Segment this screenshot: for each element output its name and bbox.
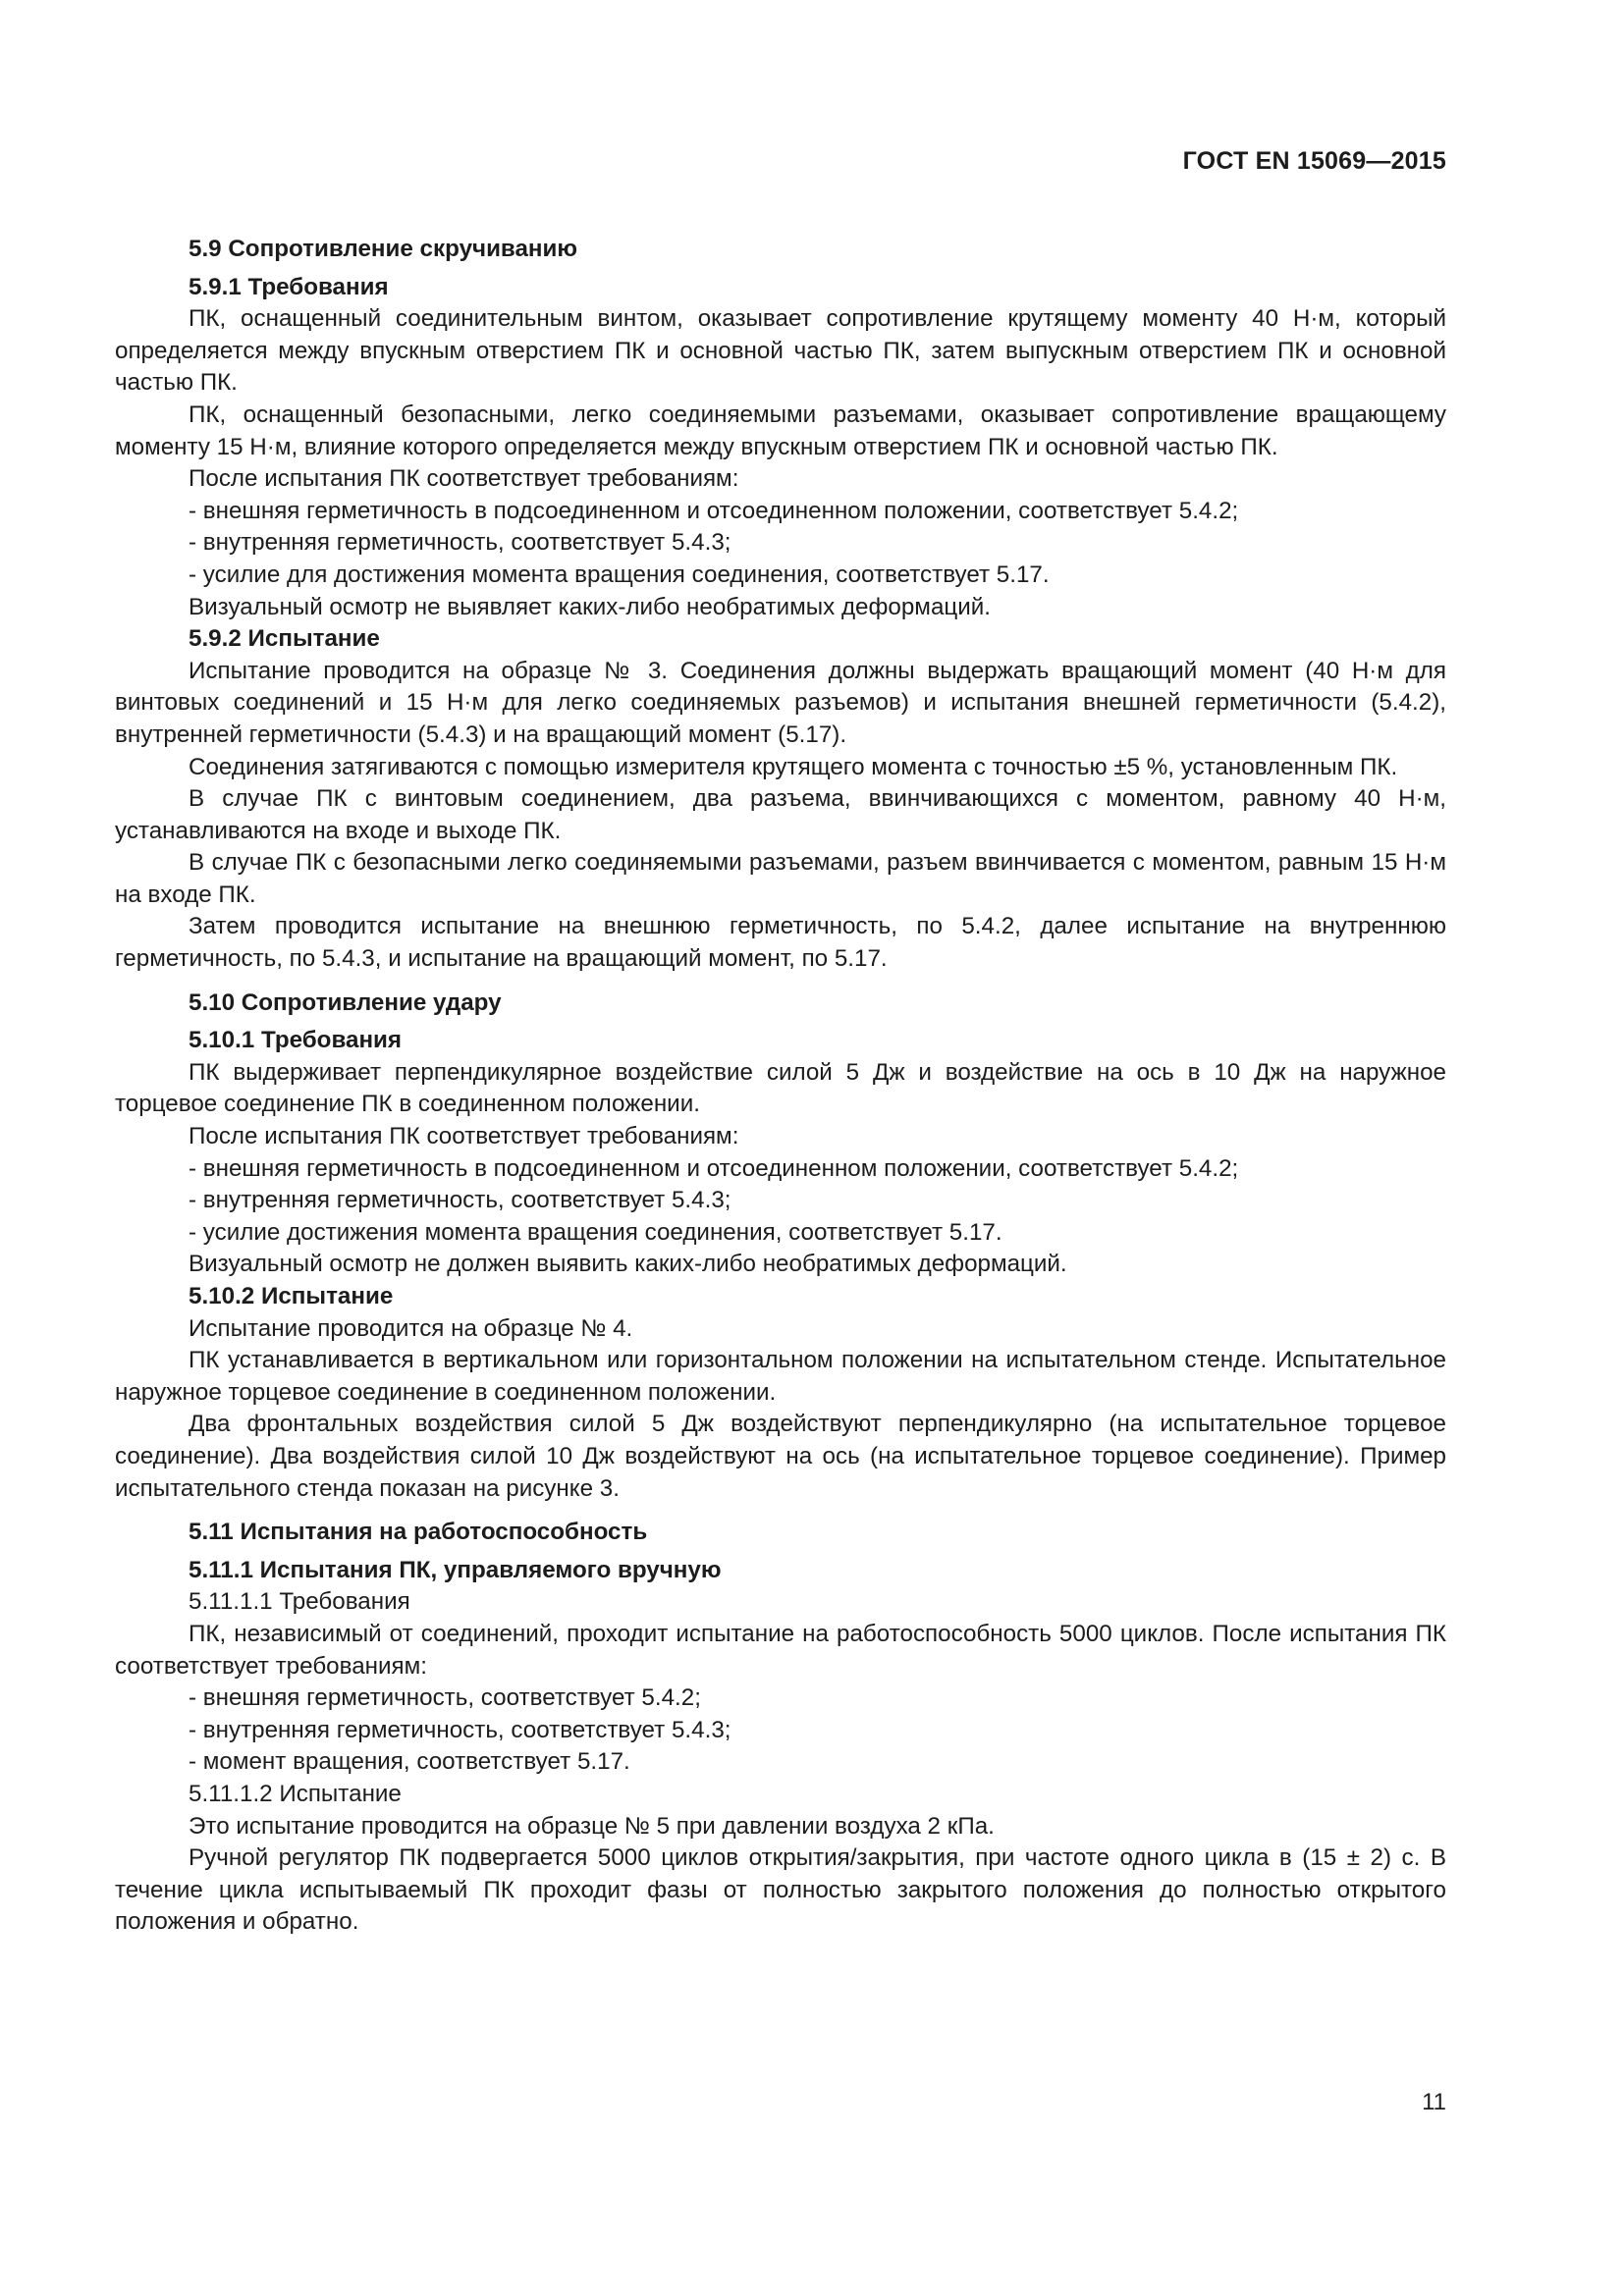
subsection-title-5-9-1: 5.9.1 Требования	[189, 273, 389, 300]
paragraph: Испытание проводится на образце № 4.	[189, 1314, 633, 1342]
paragraph: Ручной регулятор ПК подвергается 5000 циклов открытия/закрытия, при частоте одного цикла в (15 ± 2) с. В течение цикла испытываемый ПК проходит фазы от полностью закрытого положения до полностью открытого положения и обратно.	[115, 1844, 1446, 1936]
list-item: - внешняя герметичность, соответствует 5.4.2;	[189, 1684, 701, 1712]
document-id: ГОСТ EN 15069—2015	[1182, 147, 1446, 175]
section-title-5-9: 5.9 Сопротивление скручиванию	[189, 236, 578, 262]
paragraph: Соединения затягиваются с помощью измерителя крутящего момента с точностью ±5 %, установленным ПК.	[189, 753, 1398, 780]
subsection-title-5-10-1: 5.10.1 Требования	[189, 1027, 403, 1054]
document-body	[115, 222, 1446, 1939]
paragraph: В случае ПК с безопасными легко соединяемыми разъемами, разъем ввинчивается с моментом, равным 15 Н·м на входе ПК.	[115, 849, 1446, 908]
paragraph: Испытание проводится на образце № 3. Соединения должны выдержать вращающий момент (40 Н·м для винтовых соединений и 15 Н·м для легко соединяемых разъемов) и испытания внешней герметичности (5.4.2), внутренней герметичности (5.4.3) и на вращающий момент (5.17).	[115, 657, 1446, 748]
section-title-5-11: 5.11 Испытания на работоспособность	[189, 1519, 648, 1546]
paragraph: Два фронтальных воздействия силой 5 Дж воздействуют перпендикулярно (на испытательное торцевое соединение). Два воздействия силой 10 Дж воздействуют на ось (на испытательное торцевое соединение). Пример испытательного стенда показан на рисунке 3.	[115, 1411, 1446, 1502]
paragraph: Визуальный осмотр не должен выявить каких-либо необратимых деформаций.	[189, 1251, 1067, 1278]
paragraph: После испытания ПК соответствует требованиям:	[189, 465, 739, 493]
paragraph: Визуальный осмотр не выявляет каких-либо необратимых деформаций.	[189, 593, 991, 620]
subsection-title-5-9-2: 5.9.2 Испытание	[189, 625, 380, 653]
list-item: - усилие достижения момента вращения соединения, соответствует 5.17.	[189, 1218, 1002, 1246]
page-number: 11	[1422, 2089, 1446, 2115]
list-item: - усилие для достижения момента вращения соединения, соответствует 5.17.	[189, 561, 1050, 588]
paragraph: ПК, оснащенный безопасными, легко соединяемыми разъемами, оказывает сопротивление вращающему моменту 15 Н·м, влияние которого определяется между впускным отверстием ПК и основной частью ПК.	[115, 400, 1446, 460]
paragraph: ПК выдерживает перпендикулярное воздействие силой 5 Дж и воздействие на ось в 10 Дж на наружное торцевое соединение ПК в соединенном положении.	[115, 1058, 1446, 1118]
clause-title-5-11-1-1: 5.11.1.1 Требования	[189, 1588, 410, 1616]
list-item: - внешняя герметичность в подсоединенном и отсоединенном положении, соответствует 5.4.2;	[189, 1154, 1239, 1182]
paragraph: В случае ПК с винтовым соединением, два разъема, ввинчивающихся с моментом, равному 40 Н·м, устанавливаются на входе и выходе ПК.	[115, 785, 1446, 844]
list-item: - внутренняя герметичность, соответствует 5.4.3;	[189, 529, 731, 557]
section-title-5-10: 5.10 Сопротивление удару	[189, 988, 502, 1016]
list-item: - внешняя герметичность в подсоединенном и отсоединенном положении, соответствует 5.4.2;	[189, 497, 1239, 524]
paragraph: Затем проводится испытание на внешнюю герметичность, по 5.4.2, далее испытание на внутреннюю герметичность, по 5.4.3, и испытание на вращающий момент, по 5.17.	[115, 913, 1446, 973]
subsection-title-5-10-2: 5.10.2 Испытание	[189, 1283, 394, 1309]
list-item: - внутренняя герметичность, соответствует 5.4.3;	[189, 1716, 731, 1743]
clause-title-5-11-1-2: 5.11.1.2 Испытание	[189, 1780, 402, 1807]
paragraph: После испытания ПК соответствует требованиям:	[189, 1123, 739, 1150]
paragraph: Это испытание проводится на образце № 5 при давлении воздуха 2 кПа.	[189, 1812, 995, 1840]
paragraph: ПК устанавливается в вертикальном или горизонтальном положении на испытательном стенде. Испытательное наружное торцевое соединение в соединенном положении.	[115, 1347, 1446, 1406]
paragraph: ПК, оснащенный соединительным винтом, оказывает сопротивление крутящему моменту 40 Н·м, который определяется между впускным отверстием ПК и основной частью ПК, затем выпускным отверстием ПК и основной частью ПК.	[115, 305, 1446, 397]
list-item: - момент вращения, соответствует 5.17.	[189, 1748, 630, 1776]
list-item: - внутренняя герметичность, соответствует 5.4.3;	[189, 1187, 731, 1214]
paragraph: ПК, независимый от соединений, проходит испытание на работоспособность 5000 циклов. После испытания ПК соответствует требованиям:	[115, 1620, 1446, 1680]
subsection-title-5-11-1: 5.11.1 Испытания ПК, управляемого вручную	[189, 1556, 722, 1583]
